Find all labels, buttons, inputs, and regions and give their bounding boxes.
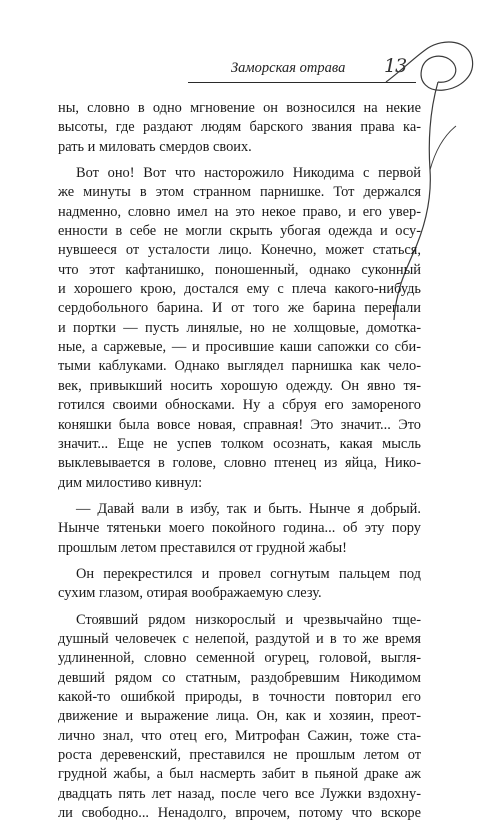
text-line: нувшееся от усталости лицо. Конечно, может статься,	[58, 242, 421, 259]
text-line: сухим глазом, отирая воображаемую слезу.	[58, 585, 322, 602]
text-line: надменно, словно имел на это некое право, и его увер-	[58, 203, 421, 220]
text-line: какой-то ошибкой природы, в точности повторил его	[58, 688, 421, 705]
text-line: движение и выражение лица. Он, как и хозяин, преот-	[58, 708, 421, 725]
text-line: ли свободно... Ненадолго, впрочем, потому что вскоре	[58, 805, 421, 822]
paragraph-4	[58, 565, 421, 604]
text-line: Он перекрестился и провел согнутым пальцем под	[76, 565, 421, 582]
text-line: значит... Еще не успев толком осознать, какая мысль	[58, 435, 421, 452]
text-line: удлиненной, словно семенной огурец, головой, выгля-	[58, 650, 421, 667]
paragraph-3	[58, 500, 421, 558]
text-line: и хорошего крою, достался ему с плеча какого-нибудь	[58, 281, 421, 298]
text-line: Стоявший рядом низкорослый и чрезвычайно тще-	[76, 611, 421, 628]
text-line: готился своими обносками. Ну а сбруя его замореного	[58, 397, 421, 414]
page-body	[58, 99, 421, 823]
text-line: душный человечек с нелепой, раздутой и в то же время	[58, 630, 421, 647]
text-line: грудной жабы, а был насмерть забит в пьяной драке аж	[58, 766, 421, 783]
text-line: прошлым летом преставился от грудной жабы!	[58, 539, 347, 556]
paragraph-5	[58, 611, 421, 823]
text-line: высоты, где раздают людям барского звания права ка-	[58, 119, 421, 136]
text-line: век, привыкший носить хорошую одежду. Он явно тя-	[58, 377, 421, 394]
text-line: коняшки была вовсе новая, справная! Это значит... Это	[58, 416, 421, 433]
text-line: девший рядом со статным, раздобревшим Никодимом	[58, 669, 421, 686]
text-line: роста деревенский, преставился не прошлым летом от	[58, 747, 421, 763]
text-line: ны, словно в одно мгновение он возносился на некие	[58, 100, 421, 116]
text-line: и портки — пусть линялые, но не холщовые, домотка-	[58, 319, 421, 336]
text-line: двадцать пять лет назад, после чего все Лужки вздохну-	[58, 785, 421, 802]
paragraph-1	[58, 99, 421, 157]
text-line: — Давай вали в избу, так и быть. Нынче я добрый.	[76, 500, 421, 517]
running-title: Заморская отрава	[231, 60, 346, 76]
text-line: енности в себе не могли скрыть убогая одежда и осу-	[58, 223, 421, 240]
text-line: ные, а саржевые, — и просившие каши сапожки со сби-	[58, 339, 421, 356]
page-number: 13	[384, 55, 407, 77]
text-line: сердобольного барина. И от того же барина перепали	[58, 300, 421, 317]
text-line: что этот кафтанишко, поношенный, однако суконный	[58, 261, 421, 278]
text-line: рать и миловать смердов своих.	[58, 138, 252, 155]
text-line: Нынче тятеньки моего покойного година... об эту пору	[58, 520, 421, 537]
text-line: тыми каблуками. Однако выглядел парнишка как чело-	[58, 358, 421, 375]
text-line: дим милостиво кивнул:	[58, 474, 203, 491]
text-line: лично знал, что отец его, Митрофан Сажин, тоже ста-	[58, 727, 421, 744]
text-line: Вот оно! Вот что насторожило Никодима с первой	[76, 165, 421, 182]
text-line: выклевывается в голове, словно птенец из яйца, Нико-	[58, 455, 421, 472]
paragraph-2	[58, 164, 421, 493]
text-line: же минуты в этом странном парнишке. Тот держался	[58, 184, 421, 201]
